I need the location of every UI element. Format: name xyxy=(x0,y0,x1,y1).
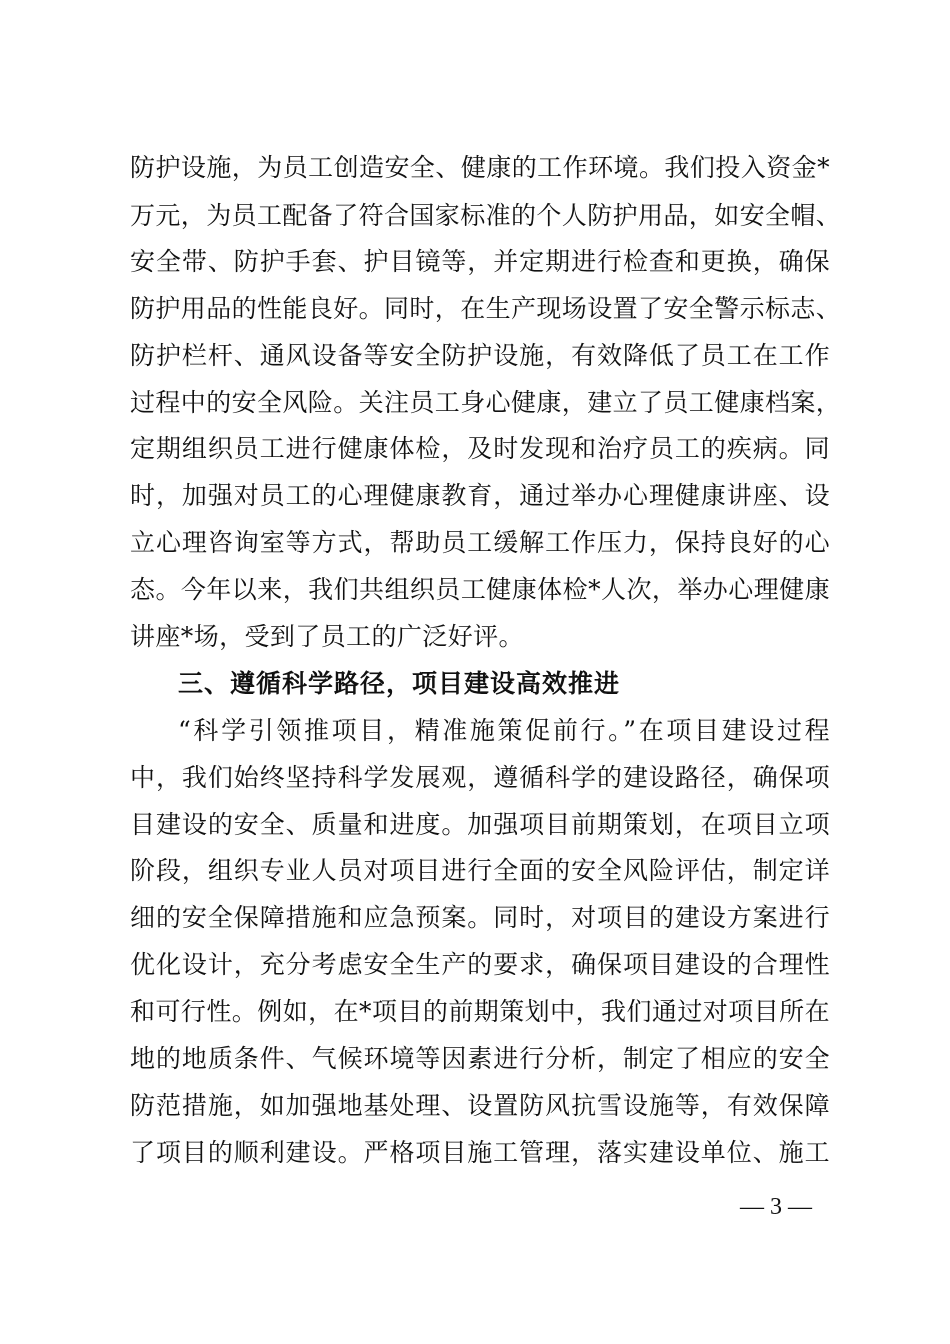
body-text-line: “科学引领推项目，精准施策促前行。”在项目建设过程 xyxy=(178,716,830,745)
body-text-line: 目建设的安全、质量和进度。加强项目前期策划，在项目立项 xyxy=(130,810,830,839)
page-number: — 3 — xyxy=(740,1194,812,1220)
body-text-line: 细的安全保障措施和应急预案。同时，对项目的建设方案进行 xyxy=(130,903,830,932)
body-text-line: 万元，为员工配备了符合国家标准的个人防护用品，如安全帽、 xyxy=(130,201,842,230)
body-text-line: 态。今年以来，我们共组织员工健康体检*人次，举办心理健康 xyxy=(130,575,830,604)
section-heading: 三、遵循科学路径，项目建设高效推进 xyxy=(178,669,621,698)
body-text-line: 中，我们始终坚持科学发展观，遵循科学的建设路径，确保项 xyxy=(130,763,830,792)
body-text-line: 安全带、防护手套、护目镜等，并定期进行检查和更换，确保 xyxy=(130,247,830,276)
body-text-line: 了项目的顺利建设。严格项目施工管理，落实建设单位、施工 xyxy=(130,1138,830,1167)
body-text-line: 讲座*场，受到了员工的广泛好评。 xyxy=(130,622,524,651)
body-text-line: 地的地质条件、气候环境等因素进行分析，制定了相应的安全 xyxy=(130,1044,830,1073)
body-text-line: 和可行性。例如，在*项目的前期策划中，我们通过对项目所在 xyxy=(130,997,830,1026)
body-text-line: 立心理咨询室等方式，帮助员工缓解工作压力，保持良好的心 xyxy=(130,528,830,557)
body-text-line: 优化设计，充分考虑安全生产的要求，确保项目建设的合理性 xyxy=(130,950,830,979)
body-text-line: 阶段，组织专业人员对项目进行全面的安全风险评估，制定详 xyxy=(130,856,830,885)
body-text-line: 过程中的安全风险。关注员工身心健康，建立了员工健康档案， xyxy=(130,388,842,417)
body-text-line: 防范措施，如加强地基处理、设置防风抗雪设施等，有效保障 xyxy=(130,1091,830,1120)
body-text-line: 防护用品的性能良好。同时，在生产现场设置了安全警示标志、 xyxy=(130,294,842,323)
body-text-line: 防护栏杆、通风设备等安全防护设施，有效降低了员工在工作 xyxy=(130,341,830,370)
body-text-line: 防护设施，为员工创造安全、健康的工作环境。我们投入资金* xyxy=(130,153,830,182)
body-text-line: 时，加强对员工的心理健康教育，通过举办心理健康讲座、设 xyxy=(130,481,830,510)
body-text-line: 定期组织员工进行健康体检，及时发现和治疗员工的疾病。同 xyxy=(130,434,830,463)
